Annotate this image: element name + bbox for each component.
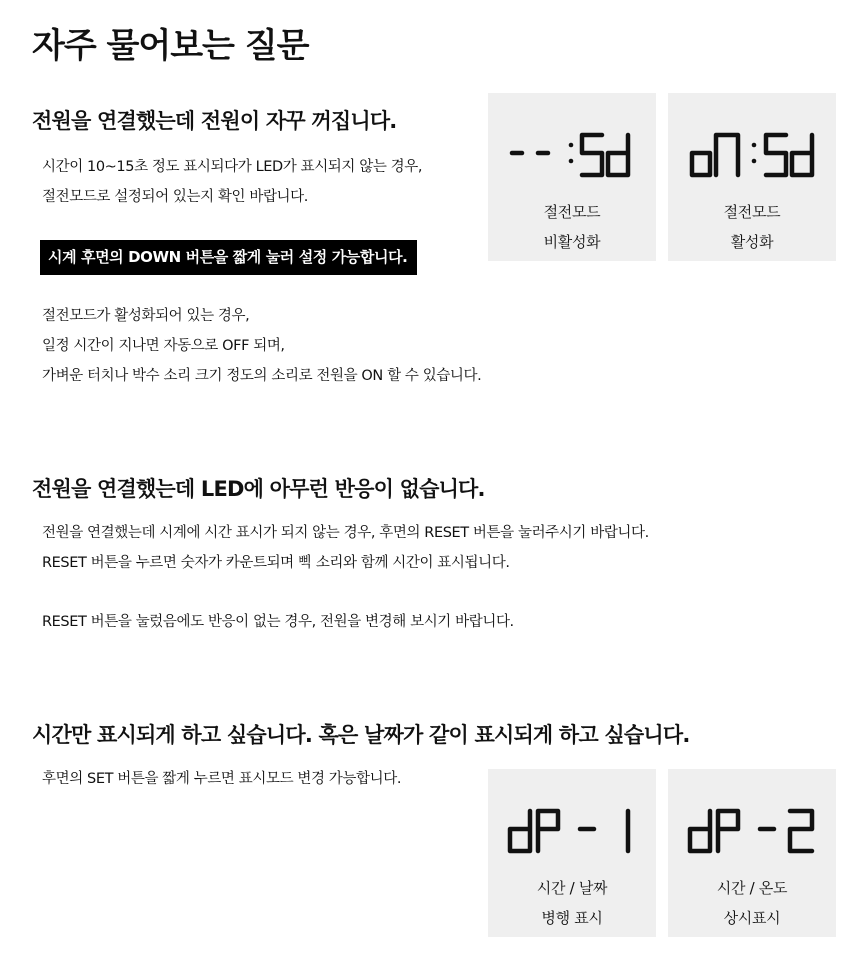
answer-line: 시간이 10~15초 정도 표시되다가 LED가 표시되지 않는 경우, [42,159,423,175]
display-caption: 상시표시 [723,909,781,927]
answer-line: RESET 버튼을 눌렀음에도 반응이 없는 경우, 전원을 변경해 보시기 바랍니다. [42,614,514,630]
answer-paragraph [42,764,401,794]
display-panel-power-save-off [488,93,656,261]
answer-line: 가벼운 터치나 박수 소리 크기 정도의 소리로 전원을 ON 할 수 있습니다. [42,368,482,384]
display-panel-power-save-on [668,93,836,261]
display-caption: 시간 / 온도 [716,879,788,897]
display-panel-dp-2 [668,769,836,937]
answer-line: 절전모드가 활성화되어 있는 경우, [42,308,250,324]
answer-line: 절전모드로 설정되어 있는지 확인 바랍니다. [42,189,308,205]
page-title: 자주 물어보는 질문 [32,26,309,66]
led-display [668,93,836,193]
display-panel-dp-1 [488,769,656,937]
answer-paragraph [42,607,514,637]
question-title: 전원을 연결했는데 LED에 아무런 반응이 없습니다. [32,477,485,501]
highlight-note: 시계 후면의 DOWN 버튼을 짧게 눌러 설정 가능합니다. [40,240,417,275]
answer-paragraph [42,301,481,391]
answer-paragraph [42,518,649,578]
display-caption: 절전모드 [543,203,601,221]
answer-line: 일정 시간이 지나면 자동으로 OFF 되며, [42,338,285,354]
display-caption: 병행 표시 [541,909,603,927]
answer-line: RESET 버튼을 누르면 숫자가 카운트되며 삑 소리와 함께 시간이 표시됩니다. [42,555,510,571]
led-display [488,93,656,193]
display-caption: 활성화 [730,233,774,251]
display-caption: 시간 / 날짜 [536,879,608,897]
led-display [488,769,656,869]
answer-paragraph [42,152,422,212]
led-display [668,769,836,869]
question-title: 시간만 표시되게 하고 싶습니다. 혹은 날짜가 같이 표시되게 하고 싶습니다. [32,723,690,747]
display-caption: 비활성화 [543,233,601,251]
answer-line: 전원을 연결했는데 시계에 시간 표시가 되지 않는 경우, 후면의 RESET 버튼을 눌러주시기 바랍니다. [42,525,649,541]
question-title: 전원을 연결했는데 전원이 자꾸 꺼집니다. [32,109,397,133]
display-caption: 절전모드 [723,203,781,221]
answer-line: 후면의 SET 버튼을 짧게 누르면 표시모드 변경 가능합니다. [42,771,402,787]
